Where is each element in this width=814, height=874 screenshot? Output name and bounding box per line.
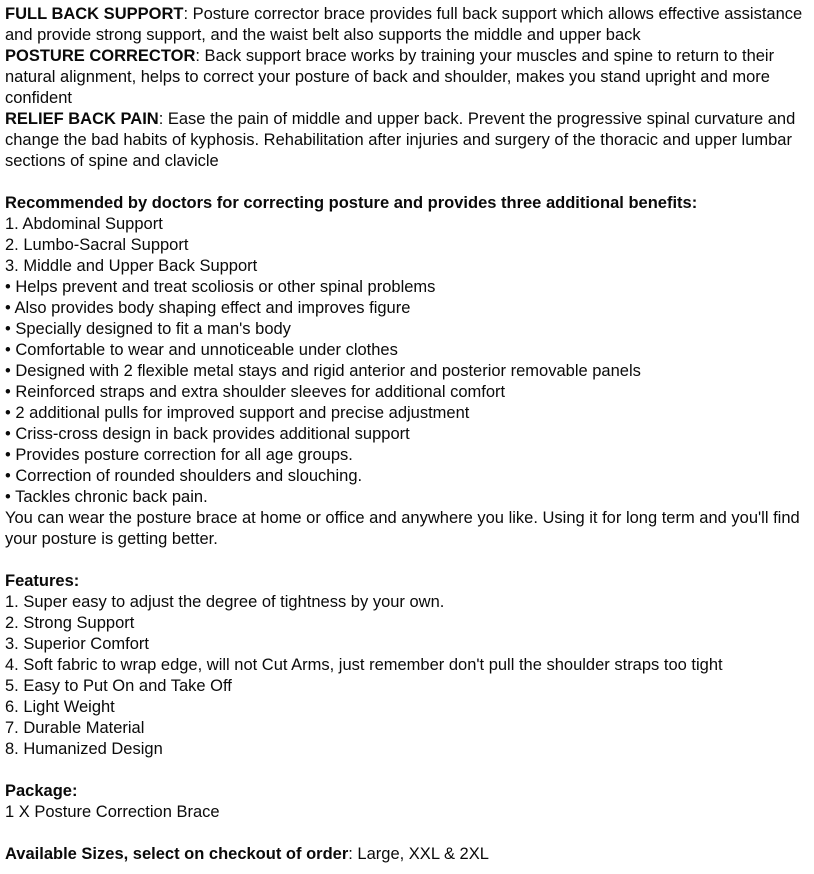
feature-item: 3. Superior Comfort <box>5 635 149 653</box>
benefit-numbered-item: 1. Abdominal Support <box>5 215 163 233</box>
benefits-bullet-list <box>5 277 806 508</box>
benefit-bullet-item: • Helps prevent and treat scoliosis or other spinal problems <box>5 278 436 296</box>
features-section <box>5 571 806 760</box>
intro-paragraph-text: : Ease the pain of middle and upper back. Prevent the progressive spinal curvature and change the bad habits of kyphosis. Rehabilitation after injuries and surgery of the thoracic and upper lumbar sections of spine and clavicle <box>5 110 796 170</box>
benefit-bullet-item: • Correction of rounded shoulders and slouching. <box>5 467 363 485</box>
sizes-line <box>5 844 806 865</box>
sizes-value: : Large, XXL & 2XL <box>348 845 489 863</box>
benefit-numbered-item: 3. Middle and Upper Back Support <box>5 257 258 275</box>
package-list <box>5 802 806 823</box>
feature-item: 1. Super easy to adjust the degree of tightness by your own. <box>5 593 445 611</box>
benefit-bullet-item: • Reinforced straps and extra shoulder sleeves for additional comfort <box>5 383 506 401</box>
benefit-bullet-item: • Comfortable to wear and unnoticeable under clothes <box>5 341 398 359</box>
feature-item: 5. Easy to Put On and Take Off <box>5 677 232 695</box>
benefit-bullet-item: • 2 additional pulls for improved support and precise adjustment <box>5 404 470 422</box>
feature-item: 6. Light Weight <box>5 698 115 716</box>
benefits-closing-text: You can wear the posture brace at home or office and anywhere you like. Using it for long term and you'll find your posture is getting better. <box>5 509 800 548</box>
benefit-bullet-item: • Designed with 2 flexible metal stays and rigid anterior and posterior removable panels <box>5 362 641 380</box>
intro-paragraph-label: FULL BACK SUPPORT <box>5 5 184 23</box>
intro-paragraph-list <box>5 4 806 172</box>
features-list <box>5 592 806 760</box>
benefit-bullet-item: • Criss-cross design in back provides additional support <box>5 425 410 443</box>
intro-paragraph <box>5 109 806 172</box>
benefit-numbered-item: 2. Lumbo-Sacral Support <box>5 236 189 254</box>
product-description-document <box>5 4 806 865</box>
intro-paragraph <box>5 4 806 46</box>
intro-section <box>5 4 806 172</box>
intro-paragraph-text: : Back support brace works by training your muscles and spine to return to their natural alignment, helps to correct your posture of back and shoulder, makes you stand upright and more confident <box>5 47 775 107</box>
intro-paragraph-label: POSTURE CORRECTOR <box>5 47 196 65</box>
benefit-bullet-item: • Provides posture correction for all age groups. <box>5 446 353 464</box>
benefits-heading: Recommended by doctors for correcting posture and provides three additional benefits: <box>5 194 698 212</box>
benefits-numbered-list <box>5 214 806 277</box>
benefit-bullet-item: • Specially designed to fit a man's body <box>5 320 291 338</box>
intro-paragraph-label: RELIEF BACK PAIN <box>5 110 159 128</box>
sizes-label: Available Sizes, select on checkout of order <box>5 845 349 863</box>
feature-item: 2. Strong Support <box>5 614 135 632</box>
package-item: 1 X Posture Correction Brace <box>5 803 220 821</box>
features-heading: Features: <box>5 572 80 590</box>
sizes-section <box>5 844 806 865</box>
package-heading: Package: <box>5 782 78 800</box>
benefit-bullet-item: • Tackles chronic back pain. <box>5 488 208 506</box>
intro-paragraph-text: : Posture corrector brace provides full back support which allows effective assistance and provide strong support, and the waist belt also supports the middle and upper back <box>5 5 803 44</box>
benefit-bullet-item: • Also provides body shaping effect and improves figure <box>5 299 411 317</box>
intro-paragraph <box>5 46 806 109</box>
package-section <box>5 781 806 823</box>
feature-item: 8. Humanized Design <box>5 740 163 758</box>
feature-item: 4. Soft fabric to wrap edge, will not Cut Arms, just remember don't pull the shoulder straps too tight <box>5 656 723 674</box>
feature-item: 7. Durable Material <box>5 719 145 737</box>
benefits-section <box>5 193 806 550</box>
